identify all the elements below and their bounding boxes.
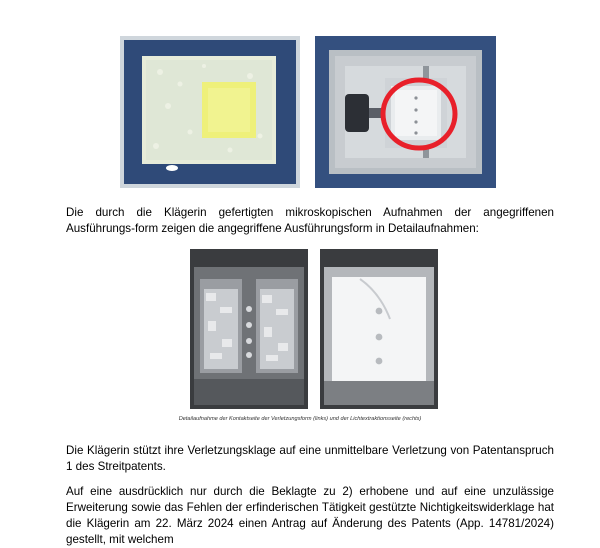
paragraph-claim-basis: Die Klägerin stützt ihre Verletzungsklage auf eine unmittelbare Verletzung von Patentanspruch 1 des Streitpatents. <box>66 444 554 473</box>
paragraph-images-intro: Die durch die Klägerin gefertigten mikroskopischen Aufnahmen der angegriffenen Ausführungs-form zeigen die angegriffene Ausführungsform in Detailaufnahmen: <box>66 206 554 235</box>
figure-caption: Detailaufnahme der Kontaktseite der Verletzungsform (links) und der Lichtextraktionsseite (rechts) <box>178 416 422 422</box>
contact-side-photo <box>190 249 308 409</box>
led-top-view-photo <box>120 36 300 188</box>
paragraph-counterclaim: Auf eine ausdrücklich nur durch die Beklagte zu 2) erhobene und auf eine unzulässige Erweiterung sowie das Fehlen der erfinderischen Tätigkeit gestützte Nichtigkeitswiderklage hat die Klägerin am 22. März 2024 einen Antrag auf Änderung des Patents (App. 14781/2024) gestellt, mit welchem <box>66 485 554 546</box>
light-extraction-side-photo <box>320 249 438 409</box>
led-back-view-photo <box>315 36 496 188</box>
